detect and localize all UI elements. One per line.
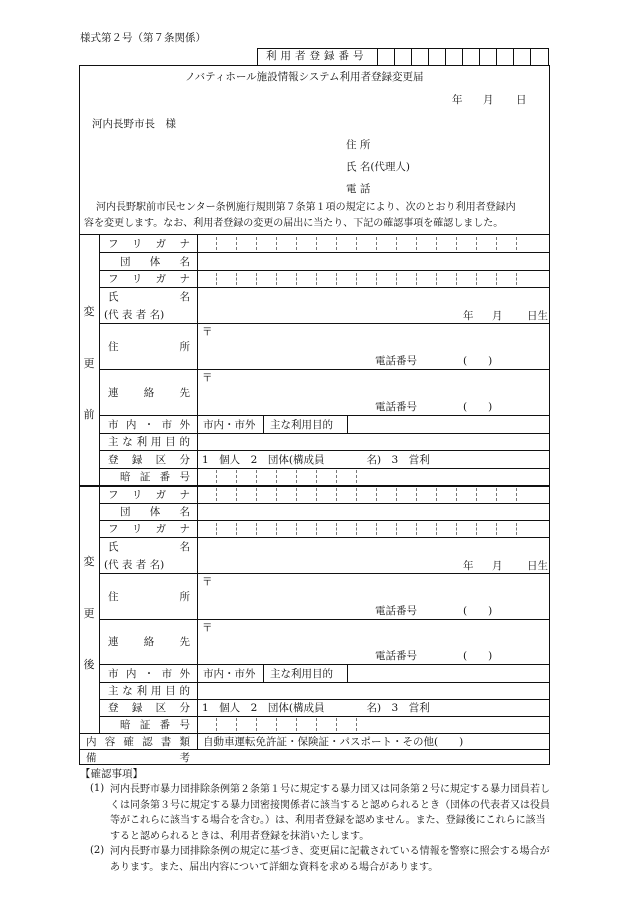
postal-mark: 〒 [202, 372, 213, 384]
birth-month[interactable]: 月 [492, 560, 503, 572]
name-label: 氏 名 [108, 290, 190, 303]
date-day[interactable]: 日 [516, 94, 527, 106]
birth-year[interactable]: 年 [463, 560, 474, 572]
name-label: 氏 名 [108, 540, 190, 553]
furigana-label: フ リ ガ ナ [108, 237, 190, 250]
phone-area-code[interactable]: ( ) [463, 355, 493, 367]
group-name-label: 団 体 名 [120, 506, 190, 518]
section-before-char-2: 更 [83, 357, 95, 370]
phone-area-code[interactable]: ( ) [463, 650, 493, 662]
section-before-char-1: 変 [83, 305, 95, 318]
applicant-name-label: 氏 名(代理人) [346, 161, 411, 173]
representative-label: (代 表 者 名) [104, 308, 165, 321]
birth-month[interactable]: 月 [492, 310, 503, 322]
phone-label: 電話番号 [375, 355, 417, 367]
contact-label: 連 絡 先 [108, 636, 190, 648]
representative-label: (代 表 者 名) [104, 558, 165, 571]
birth-year[interactable]: 年 [463, 310, 474, 322]
group-name-label: 団 体 名 [120, 255, 190, 268]
furigana-label: フ リ ガ ナ [108, 273, 190, 285]
section-before-char-3: 前 [83, 408, 95, 421]
city-label: 市 内 ・ 市 外 [108, 418, 190, 431]
addressee: 河内長野市長 様 [92, 118, 176, 130]
postal-mark: 〒 [202, 622, 213, 634]
applicant-phone-label: 電 話 [346, 183, 371, 195]
section-after-char-3: 後 [83, 658, 95, 671]
category-label: 登 録 区 分 [108, 453, 190, 466]
form-title: ノバティホール施設情報システム利用者登録変更届 [185, 71, 424, 83]
docs-value[interactable]: 自動車運転免許証・保険証・パスポート・その他( ) [203, 735, 464, 748]
phone-label: 電話番号 [375, 401, 417, 413]
address-label: 住 所 [108, 590, 190, 603]
main-purpose-label: 主 な 利 用 目 的 [108, 436, 190, 448]
applicant-address-label: 住 所 [346, 139, 371, 151]
remarks-label: 備 考 [86, 751, 190, 764]
main-purpose-inline-label: 主な利用目的 [270, 667, 333, 680]
date-year[interactable]: 年 [452, 94, 463, 106]
phone-label: 電話番号 [375, 650, 417, 662]
phone-area-code[interactable]: ( ) [463, 401, 493, 413]
pin-label: 暗 証 番 号 [120, 471, 190, 483]
intro-line-1: 河内長野駅前市民センター条例施行規則第７条第１項の規定により、次のとおり利用者登録内 [96, 202, 516, 213]
category-choice[interactable]: 1 個人 2 団体(構成員 名) 3 営利 [202, 453, 430, 466]
section-after-char-2: 更 [83, 607, 95, 620]
address-label: 住 所 [108, 340, 190, 353]
city-choice[interactable]: 市内・市外 [203, 418, 256, 431]
furigana-label: フ リ ガ ナ [108, 523, 190, 535]
intro-line-2: 容を変更します。なお、利用者登録の変更の届出に当たり、下記の確認事項を確認しました。 [84, 218, 504, 229]
category-choice[interactable]: 1 個人 2 団体(構成員 名) 3 営利 [202, 702, 430, 714]
birth-day[interactable]: 日生 [527, 560, 548, 572]
section-after-char-1: 変 [83, 555, 95, 568]
postal-mark: 〒 [202, 326, 213, 338]
birth-day[interactable]: 日生 [527, 310, 548, 322]
docs-label: 内 容 確 認 書 類 [86, 735, 190, 748]
category-label: 登 録 区 分 [108, 702, 190, 714]
note-1-text: 河内長野市暴力団排除条例第２条第１号に規定する暴力団又は同条第２号に規定する暴力団員若しくは同条第３号に規定する暴力団密接関係者に該当すると認められるとき（団体の代表者又は役員等がこれらに該当する場合を含む。）は、利用者登録を認めません。また、登録後にこれらに該当すると認められるときは、利用者登録を抹消いたします。 [110, 784, 550, 842]
main-purpose-inline-label: 主な利用目的 [270, 418, 333, 431]
furigana-label: フ リ ガ ナ [108, 489, 190, 501]
registration-number-label: 利用者登録番号 [266, 50, 368, 62]
postal-mark: 〒 [202, 576, 213, 588]
phone-area-code[interactable]: ( ) [463, 605, 493, 617]
note-2-number: (2) [90, 845, 105, 856]
city-label: 市 内 ・ 市 外 [108, 667, 190, 680]
form-number: 様式第２号（第７条関係） [80, 32, 206, 44]
note-1-number: (1) [90, 783, 105, 794]
notes-heading: 【確認事項】 [80, 768, 143, 780]
date-month[interactable]: 月 [483, 94, 494, 106]
note-2-text: 河内長野市暴力団排除条例の規定に基づき、変更届に記載されている情報を警察に照会する場合があります。また、届出内容について詳細な資料を求める場合があります。 [110, 846, 550, 873]
pin-label: 暗 証 番 号 [120, 719, 190, 731]
phone-label: 電話番号 [375, 605, 417, 617]
main-purpose-label: 主 な 利 用 目 的 [108, 685, 190, 697]
contact-label: 連 絡 先 [108, 386, 190, 399]
city-choice[interactable]: 市内・市外 [203, 667, 256, 680]
